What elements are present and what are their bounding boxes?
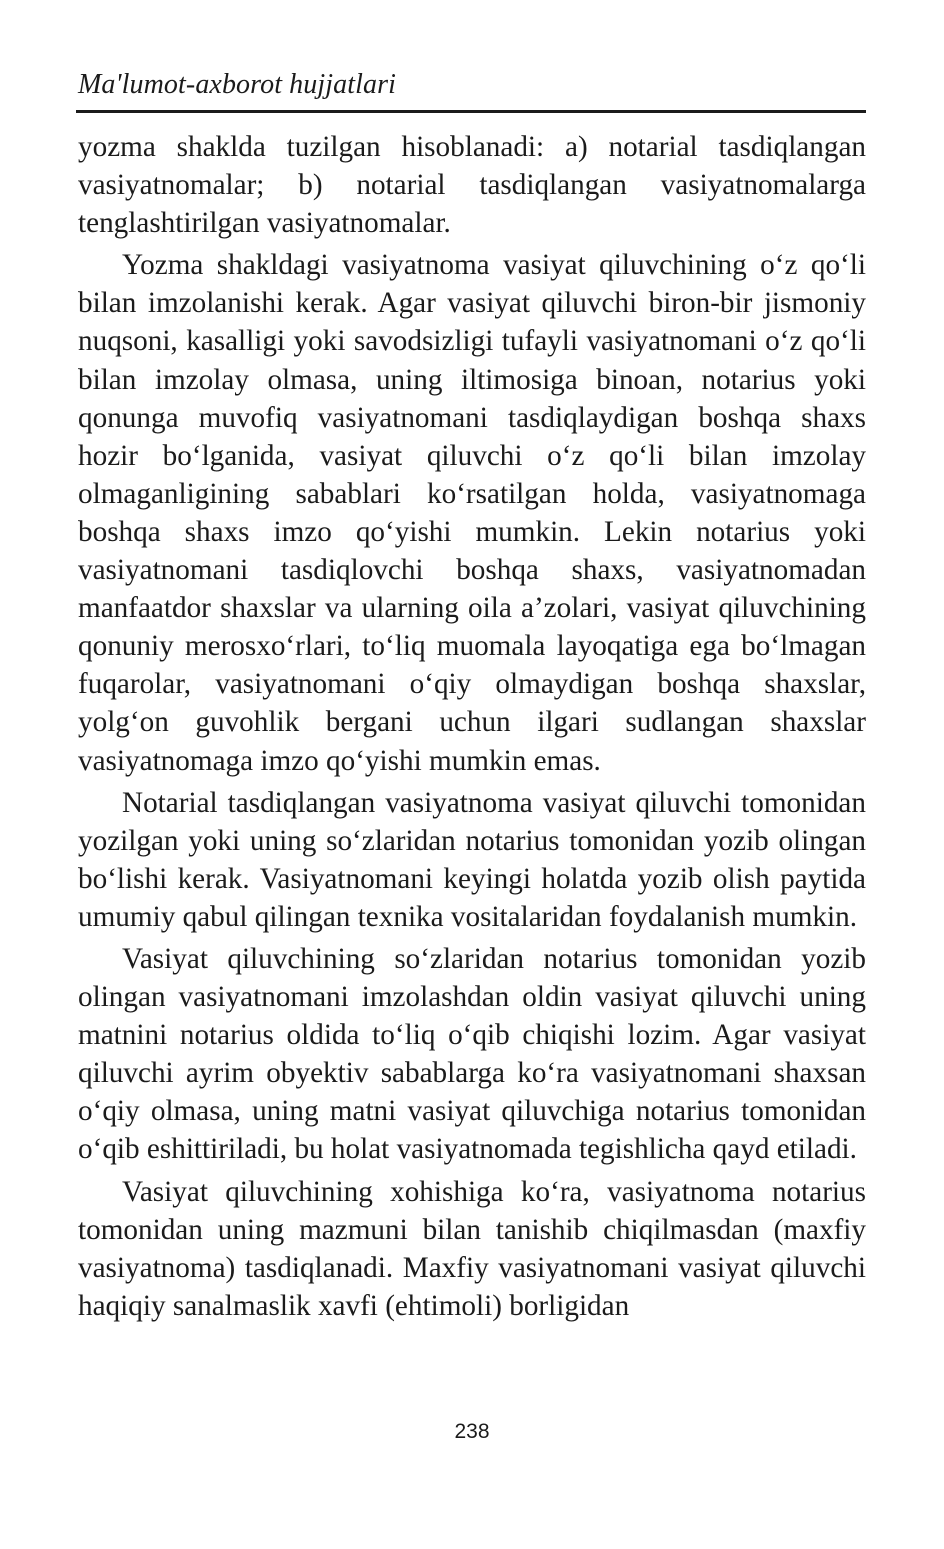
page-number: 238 <box>454 1420 490 1443</box>
paragraph: Yozma shakldagi vasiyatnoma vasiyat qiluvchining o‘z qo‘li bilan imzolanishi kerak. Agar vasiyat qiluvchi biron-bir jismoniy nuqsoni, kasalligi yoki savodsizligi tufayli vasiyatnomani o‘z qo‘li bilan imzolay olmasa, uning iltimosiga binoan, notarius yoki qonunga muvofiq vasiyatnomani tasdiqlaydigan boshqa shaxs hozir bo‘lganida, vasiyat qiluvchi o‘z qo‘li bilan imzolay olmaganligining sabablari ko‘rsatilgan holda, vasiyatnomaga boshqa shaxs imzo qo‘yishi mumkin. Lekin notarius yoki vasiyatnomani tasdiqlovchi boshqa shaxs, vasiyatnomadan manfaatdor shaxslar va ularning oila a’zolari, vasiyat qiluvchining qonuniy merosxo‘rlari, to‘liq muomala layoqatiga ega bo‘lmagan fuqarolar, vasiyatnomani o‘qiy olmaydigan boshqa shaxslar, yolg‘on guvohlik bergani uchun ilgari sudlangan shaxslar vasiyatnomaga imzo qo‘yishi mumkin emas. <box>78 249 866 777</box>
paragraph: Notarial tasdiqlangan vasiyatnoma vasiyat qiluvchi tomonidan yozilgan yoki uning so‘zlaridan notarius tomonidan yozib olingan bo‘lishi kerak. Vasiyatnomani keyingi holatda yozib olish paytida umumiy qabul qilingan texnika vositalaridan foydalanish mumkin. <box>78 786 866 933</box>
paragraph: yozma shaklda tuzilgan hisoblanadi: a) notarial tasdiqlangan vasiyatnomalar; b) notarial tasdiqlangan vasiyatnomalarga tenglashtirilgan vasiyatnomalar. <box>78 131 866 240</box>
paragraph: Vasiyat qiluvchining so‘zlaridan notarius tomonidan yozib olingan vasiyatnomani imzolashdan oldin vasiyat qiluvchi uning matnini notarius oldida to‘liq o‘qib chiqishi lozim. Agar vasiyat qiluvchi ayrim obyektiv sabablarga ko‘ra vasiyatnomani shaxsan o‘qiy olmasa, uning matni vasiyat qiluvchiga notarius tomonidan o‘qib eshittiriladi, bu holat vasiyatnomada tegishlicha qayd etiladi. <box>78 942 866 1166</box>
header-rule <box>76 110 866 113</box>
body-text <box>78 128 866 1329</box>
paragraph: Vasiyat qiluvchining xohishiga ko‘ra, vasiyatnoma notarius tomonidan uning mazmuni bilan tanishib chiqilmasdan (maxfiy vasiyatnoma) tasdiqlanadi. Maxfiy vasiyatnomani vasiyat qiluvchi haqiqiy sanalmaslik xavfi (ehtimoli) borligidan <box>78 1175 866 1322</box>
running-header: Ma'lumot-axborot hujjatlari <box>78 69 396 100</box>
